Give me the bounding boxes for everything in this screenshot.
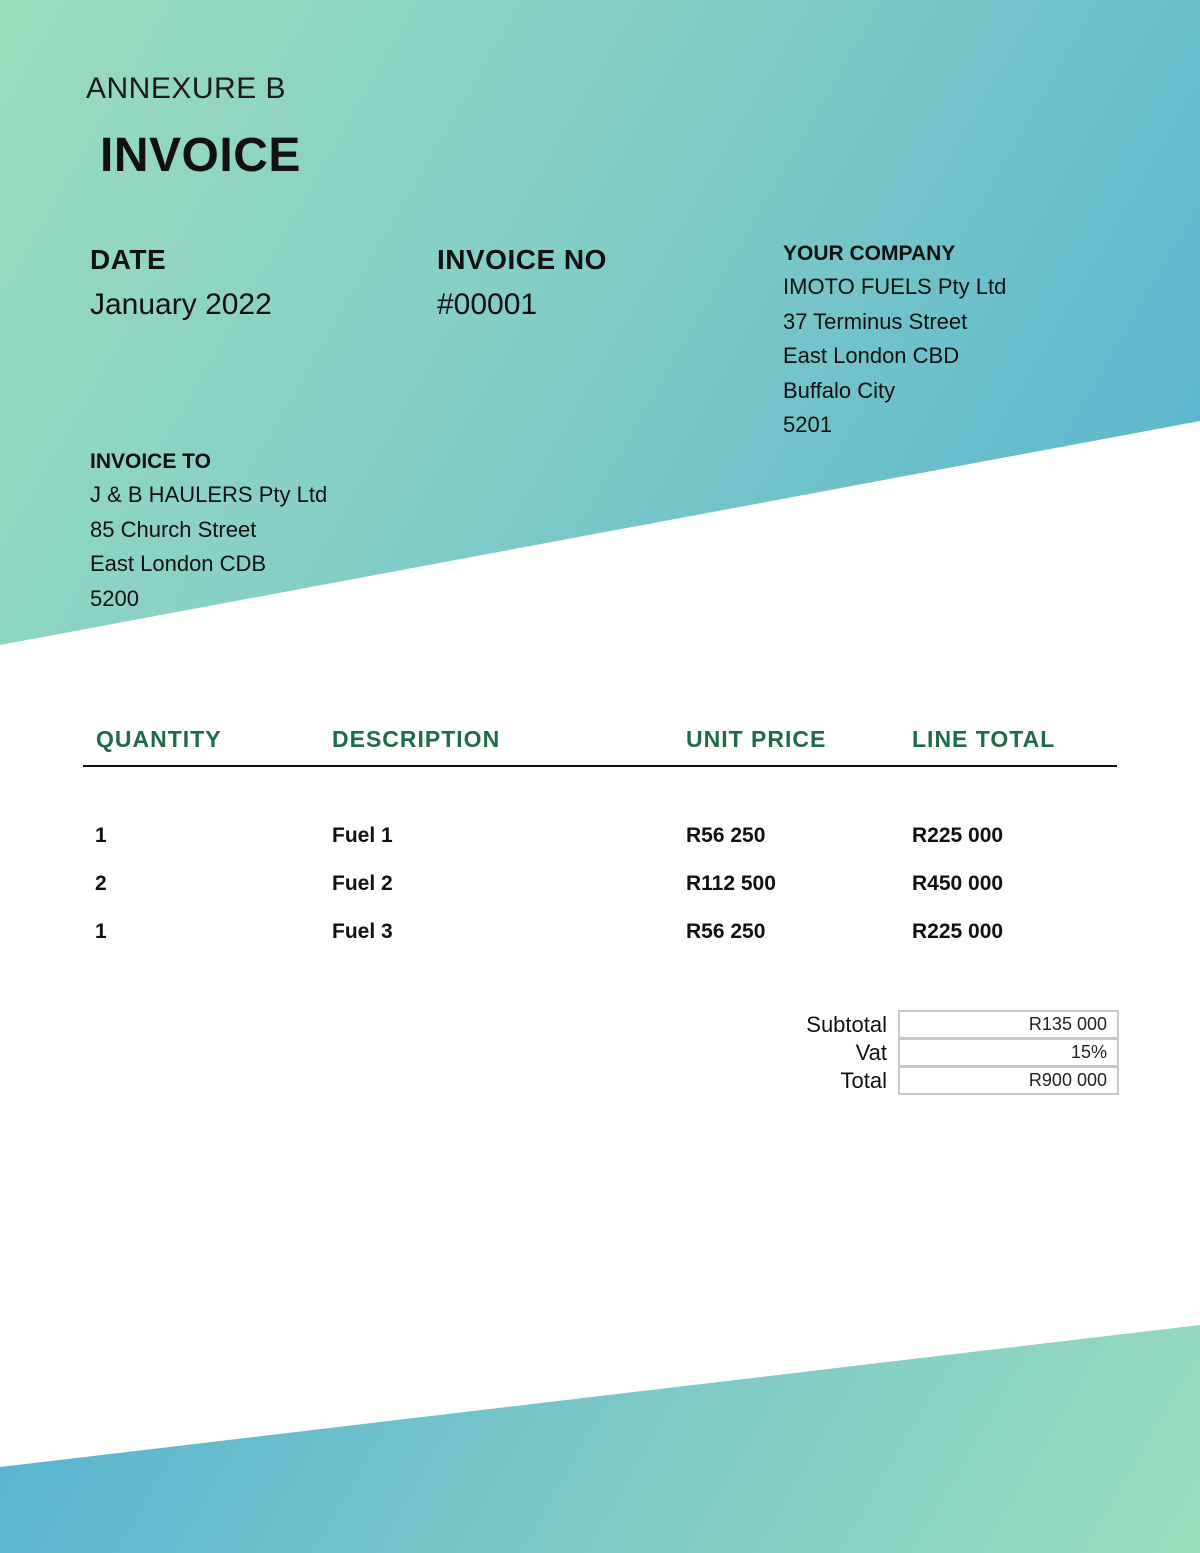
table-row: [0, 872, 1200, 902]
total-label: Total: [840, 1068, 887, 1093]
total-value: R900 000: [898, 1066, 1119, 1095]
row-quantity: 2: [95, 872, 107, 895]
row-unit-price: R56 250: [686, 920, 766, 943]
row-quantity: 1: [95, 824, 107, 847]
table-row: [0, 824, 1200, 854]
row-description: Fuel 2: [332, 872, 393, 895]
row-unit-price: R56 250: [686, 824, 766, 847]
column-header-unit-price: UNIT PRICE: [686, 726, 827, 752]
company-area: East London CBD: [783, 343, 960, 368]
header-divider: [83, 765, 1117, 767]
table-row: [0, 920, 1200, 950]
invoice-to-block: [90, 450, 327, 616]
row-line-total: R225 000: [912, 824, 1004, 847]
client-name: J & B HAULERS Pty Ltd: [90, 482, 328, 507]
client-postcode: 5200: [90, 585, 139, 611]
annexure-label: ANNEXURE B: [86, 72, 287, 105]
invoice-no-value: #00001: [437, 288, 538, 321]
column-header-line-total: LINE TOTAL: [912, 726, 1056, 752]
invoice-no-label: INVOICE NO: [437, 244, 607, 275]
invoice-to-label: INVOICE TO: [90, 450, 211, 473]
vat-label: Vat: [855, 1040, 887, 1065]
company-block: [783, 242, 1006, 443]
invoice-title: INVOICE: [100, 129, 301, 182]
vat-value: 15%: [898, 1038, 1119, 1067]
row-unit-price: R112 500: [686, 872, 776, 895]
column-header-quantity: QUANTITY: [96, 726, 222, 752]
date-label: DATE: [90, 244, 167, 275]
footer-gradient-band: [0, 1320, 1200, 1553]
company-label: YOUR COMPANY: [783, 242, 956, 265]
company-street: 37 Terminus Street: [783, 308, 968, 334]
subtotal-value: R135 000: [898, 1010, 1119, 1039]
company-city: Buffalo City: [783, 377, 896, 403]
column-header-description: DESCRIPTION: [332, 726, 501, 752]
client-street: 85 Church Street: [90, 516, 257, 542]
row-quantity: 1: [95, 920, 107, 943]
company-name: IMOTO FUELS Pty Ltd: [783, 274, 1007, 299]
row-description: Fuel 3: [332, 920, 393, 943]
row-line-total: R225 000: [912, 920, 1004, 943]
subtotal-label: Subtotal: [806, 1012, 887, 1037]
date-value: January 2022: [90, 288, 272, 321]
company-postcode: 5201: [783, 412, 832, 437]
row-line-total: R450 000: [912, 872, 1004, 895]
row-description: Fuel 1: [332, 824, 393, 847]
client-area: East London CDB: [90, 551, 267, 576]
